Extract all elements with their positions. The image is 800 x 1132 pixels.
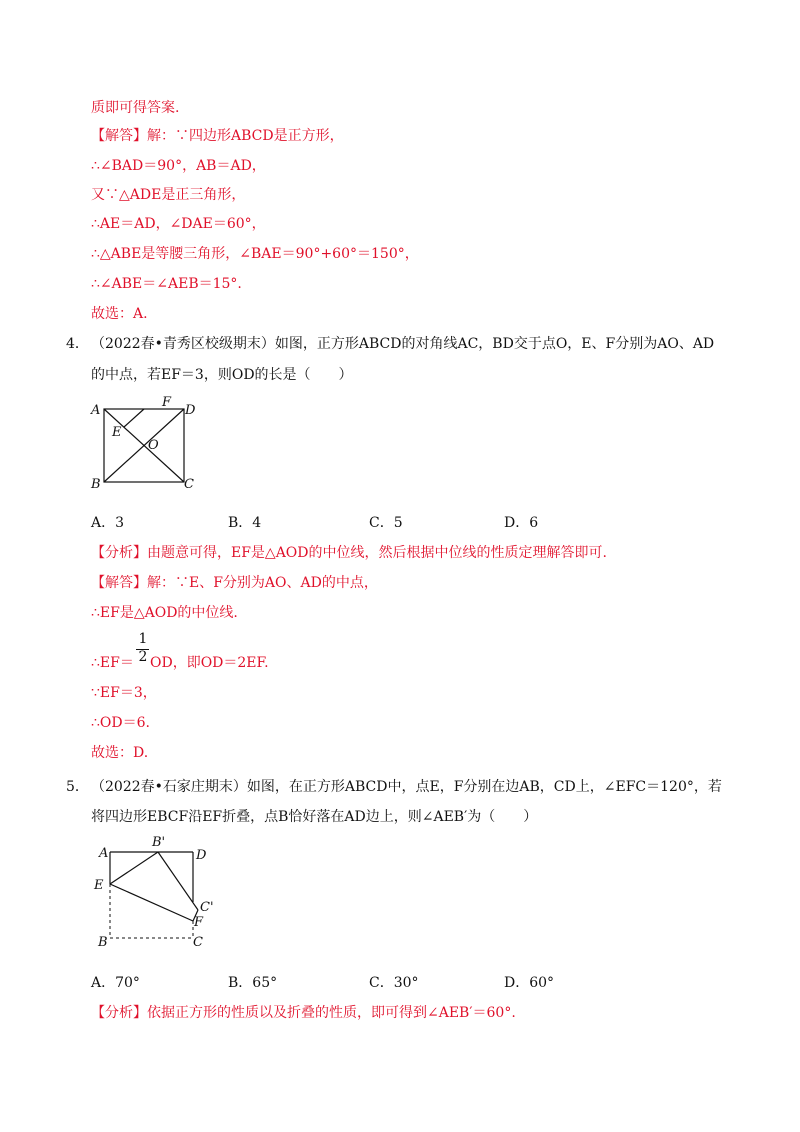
q4-stem-line-1: （2022春•青秀区校级期末）如图，正方形ABCD的对角线AC，BD交于点O，E、F分别为AO、AD bbox=[91, 336, 715, 352]
q4-label-f: F bbox=[162, 395, 172, 410]
prev-answer-line: 故选：A. bbox=[91, 306, 148, 322]
q4-option-a: A．3 bbox=[91, 515, 125, 531]
q4-solution-line-5: ∴OD＝6. bbox=[91, 715, 150, 731]
q4-solution-line-3-suffix: OD，即OD＝2EF. bbox=[150, 655, 269, 671]
q4-solution-line-3-prefix: ∴EF＝ bbox=[91, 655, 134, 671]
q4-option-c: C．5 bbox=[369, 515, 403, 531]
prev-solution-line-4: ∴AE＝AD，∠DAE＝60°， bbox=[91, 216, 266, 232]
q4-label-c: C bbox=[184, 477, 194, 492]
fraction-numerator: 1 bbox=[138, 631, 148, 647]
prev-solution-line-5: ∴△ABE是等腰三角形，∠BAE＝90°+60°＝150°， bbox=[91, 246, 419, 262]
q5-label-b: B bbox=[98, 935, 108, 950]
q4-stem-line-2: 的中点，若EF＝3，则OD的长是（ ） bbox=[91, 367, 353, 383]
q4-label-o: O bbox=[148, 438, 159, 453]
q4-figure bbox=[86, 395, 206, 495]
q5-label-c: C bbox=[193, 935, 203, 950]
prev-solution-line-6: ∴∠ABE＝∠AEB＝15°. bbox=[91, 276, 242, 292]
q5-label-a: A bbox=[99, 846, 109, 861]
q4-label-d: D bbox=[185, 403, 196, 418]
q5-option-b: B．65° bbox=[228, 975, 278, 991]
q4-option-b: B．4 bbox=[228, 515, 262, 531]
q4-analysis: 【分析】由题意可得，EF是△AOD的中位线，然后根据中位线的性质定理解答即可. bbox=[91, 545, 607, 561]
q5-analysis: 【分析】依据正方形的性质以及折叠的性质，即可得到∠AEB′＝60°. bbox=[91, 1005, 516, 1021]
q5-option-c: C．30° bbox=[369, 975, 419, 991]
q5-stem-line-2: 将四边形EBCF沿EF折叠，点B恰好落在AD边上，则∠AEB′为（ ） bbox=[91, 809, 538, 825]
q5-label-e: E bbox=[94, 878, 104, 893]
q4-option-d: D．6 bbox=[504, 515, 539, 531]
q5-stem-line-1: （2022春•石家庄期末）如图，在正方形ABCD中，点E，F分别在边AB，CD上，∠EFC＝120°，若 bbox=[91, 779, 722, 795]
q4-answer-line: 故选：D. bbox=[91, 745, 149, 761]
prev-text-line-1: 质即可得答案. bbox=[91, 100, 180, 116]
q5-label-b-prime: B' bbox=[152, 835, 166, 850]
q5-number: 5． bbox=[66, 779, 89, 795]
q4-label-b: B bbox=[91, 477, 101, 492]
prev-solution-line-1: 【解答】解：∵四边形ABCD是正方形， bbox=[91, 128, 344, 144]
q5-label-c-prime: C' bbox=[200, 900, 214, 915]
fraction-denominator: 2 bbox=[138, 649, 148, 665]
q4-solution-line-1: 【解答】解：∵E、F分别为AO、AD的中点， bbox=[91, 575, 378, 591]
prev-solution-line-2: ∴∠BAD＝90°，AB＝AD， bbox=[91, 158, 266, 174]
q5-label-f: F bbox=[194, 915, 204, 930]
q4-solution-line-4: ∵EF＝3， bbox=[91, 685, 157, 701]
prev-solution-line-3: 又∵△ADE是正三角形， bbox=[91, 187, 246, 203]
q4-number: 4． bbox=[66, 336, 89, 352]
q5-option-a: A．70° bbox=[91, 975, 140, 991]
q4-solution-line-2: ∴EF是△AOD的中位线. bbox=[91, 605, 238, 621]
q5-figure bbox=[88, 832, 228, 952]
q5-option-d: D．60° bbox=[504, 975, 555, 991]
q5-label-d: D bbox=[196, 848, 207, 863]
q4-label-a: A bbox=[91, 403, 101, 418]
q4-label-e: E bbox=[112, 425, 122, 440]
